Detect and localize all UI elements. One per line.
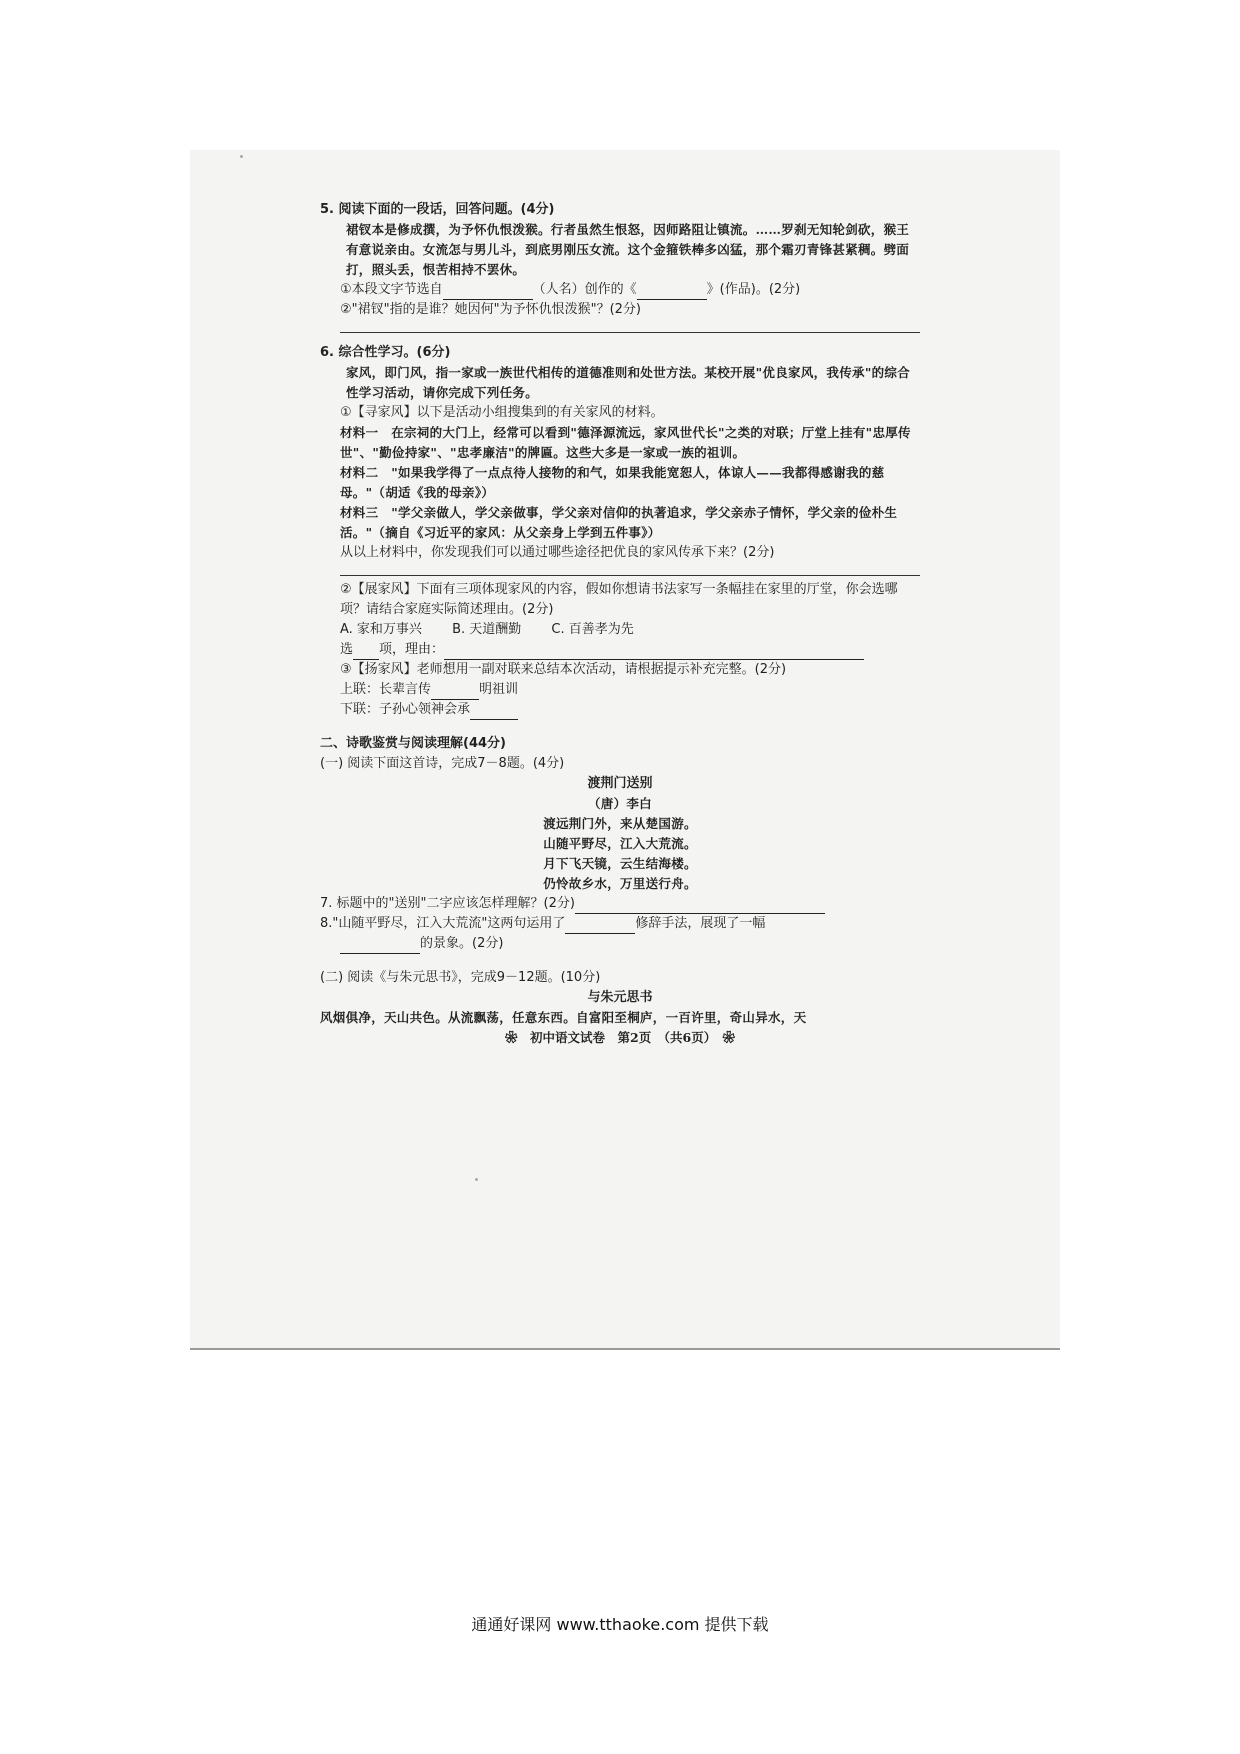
poem-line: 月下飞天镜，云生结海楼。 <box>543 856 697 871</box>
couplet-upper: 上联：长辈言传 明祖训 <box>320 680 920 700</box>
choice-a[interactable]: A. 家和万事兴 <box>340 622 422 637</box>
section2-title: 二、诗歌鉴赏与阅读理解(44分) <box>320 736 506 751</box>
scan-edge <box>190 1348 1060 1350</box>
q5-passage: 裙钗本是修成撰，为予怀仇恨泼猴。行者虽然生恨怒，因师路阻让镇流。……罗刹无知轮剑砍，猴王有意说亲由。女流怎与男儿斗，到底男刚压女流。这个金箍铁棒多凶猛，那个霜刃青锋甚紧稠。劈面打，照头丢，恨苦相持不罢休。 <box>346 222 910 277</box>
poem-line: 仍怜故乡水，万里送行舟。 <box>543 876 697 891</box>
couplet-lower: 下联：子孙心领神会承 <box>320 700 920 720</box>
choice-c[interactable]: C. 百善孝为先 <box>551 622 634 637</box>
essay-line: 风烟俱净，天山共色。从流飘荡，任意东西。自富阳至桐庐，一百许里，奇山异水，天 <box>320 1010 807 1025</box>
q6-task3: ③【扬家风】老师想用一副对联来总结本次活动，请根据提示补充完整。(2分) <box>340 662 787 677</box>
poem-line: 渡远荆门外，来从楚国游。 <box>543 816 697 831</box>
section2-part1: (一) 阅读下面这首诗，完成7－8题。(4分) <box>320 756 565 771</box>
answer-blank[interactable] <box>565 919 635 934</box>
poem-title: 渡荆门送别 <box>587 776 653 791</box>
answer-blank[interactable] <box>637 285 707 300</box>
q6-task2: ②【展家风】下面有三项体现家风的内容，假如你想请书法家写一条幅挂在家里的厅堂，你会选哪项？请结合家庭实际简述理由。(2分) <box>340 582 898 617</box>
exam-page-content <box>320 200 920 1048</box>
q8: 8."山随平野尽，江入大荒流"这两句运用了 修辞手法，展现了一幅 <box>320 914 920 934</box>
q7: 7. 标题中的"送别"二字应该怎样理解？(2分) <box>320 894 920 914</box>
poem-line: 山随平野尽，江入大荒流。 <box>543 836 697 851</box>
q6-task1: ①【寻家风】以下是活动小组搜集到的有关家风的材料。 <box>340 405 664 420</box>
poem-author: （唐）李白 <box>587 796 652 811</box>
q6-material2: 材料二 "如果我学得了一点点待人接物的和气，如果我能宽恕人，体谅人——我都得感谢我的慈母。"（胡适《我的母亲》） <box>340 465 885 500</box>
q6-select: 选 项，理由： <box>320 640 920 660</box>
essay-title: 与朱元思书 <box>587 990 653 1005</box>
q6-intro: 家风，即门风，指一家或一族世代相传的道德准则和处世方法。某校开展"优良家风，我传承"的综合性学习活动，请你完成下列任务。 <box>346 365 911 400</box>
answer-line[interactable] <box>340 332 920 333</box>
choice-b[interactable]: B. 天道酬勤 <box>452 622 522 637</box>
q8-cont: 的景象。(2分) <box>320 934 920 954</box>
site-watermark: 通通好课网 www.tthaoke.com 提供下载 <box>471 1615 769 1634</box>
answer-blank[interactable] <box>470 705 518 720</box>
q5-sub1: ①本段文字节选自 （人名）创作的《 》(作品)。(2分) <box>320 280 920 300</box>
q5-sub2: ②"裙钗"指的是谁？她因何"为予怀仇恨泼猴"？(2分) <box>340 302 641 317</box>
answer-blank[interactable] <box>340 939 420 954</box>
speck <box>240 155 243 158</box>
q6-choices <box>320 620 920 640</box>
answer-blank[interactable] <box>575 899 825 914</box>
answer-blank[interactable] <box>444 645 864 660</box>
page-footer: ❀ 初中语文试卷 第2页 （共6页） ❀ <box>505 1030 735 1045</box>
q6-title: 6. 综合性学习。(6分) <box>320 345 451 360</box>
answer-blank[interactable] <box>431 685 479 700</box>
q5-title: 5. 阅读下面的一段话，回答问题。(4分) <box>320 202 555 217</box>
answer-blank[interactable] <box>443 285 533 300</box>
q6-material1: 材料一 在宗祠的大门上，经常可以看到"德泽源流远，家风世代长"之类的对联；厅堂上挂有"忠厚传世"、"勤俭持家"、"忠孝廉洁"的牌匾。这些大多是一家或一族的祖训。 <box>340 425 911 460</box>
section2-part2: (二) 阅读《与朱元思书》，完成9－12题。(10分) <box>320 970 601 985</box>
q6-material3: 材料三 "学父亲做人，学父亲做事，学父亲对信仰的执著追求，学父亲赤子情怀，学父亲的俭朴生活。"（摘自《习近平的家风：从父亲身上学到五件事》） <box>340 505 898 540</box>
q6-question1: 从以上材料中，你发现我们可以通过哪些途径把优良的家风传承下来？(2分) <box>340 545 775 560</box>
answer-line[interactable] <box>340 575 920 576</box>
speck <box>475 1178 478 1181</box>
answer-blank[interactable] <box>353 645 379 660</box>
